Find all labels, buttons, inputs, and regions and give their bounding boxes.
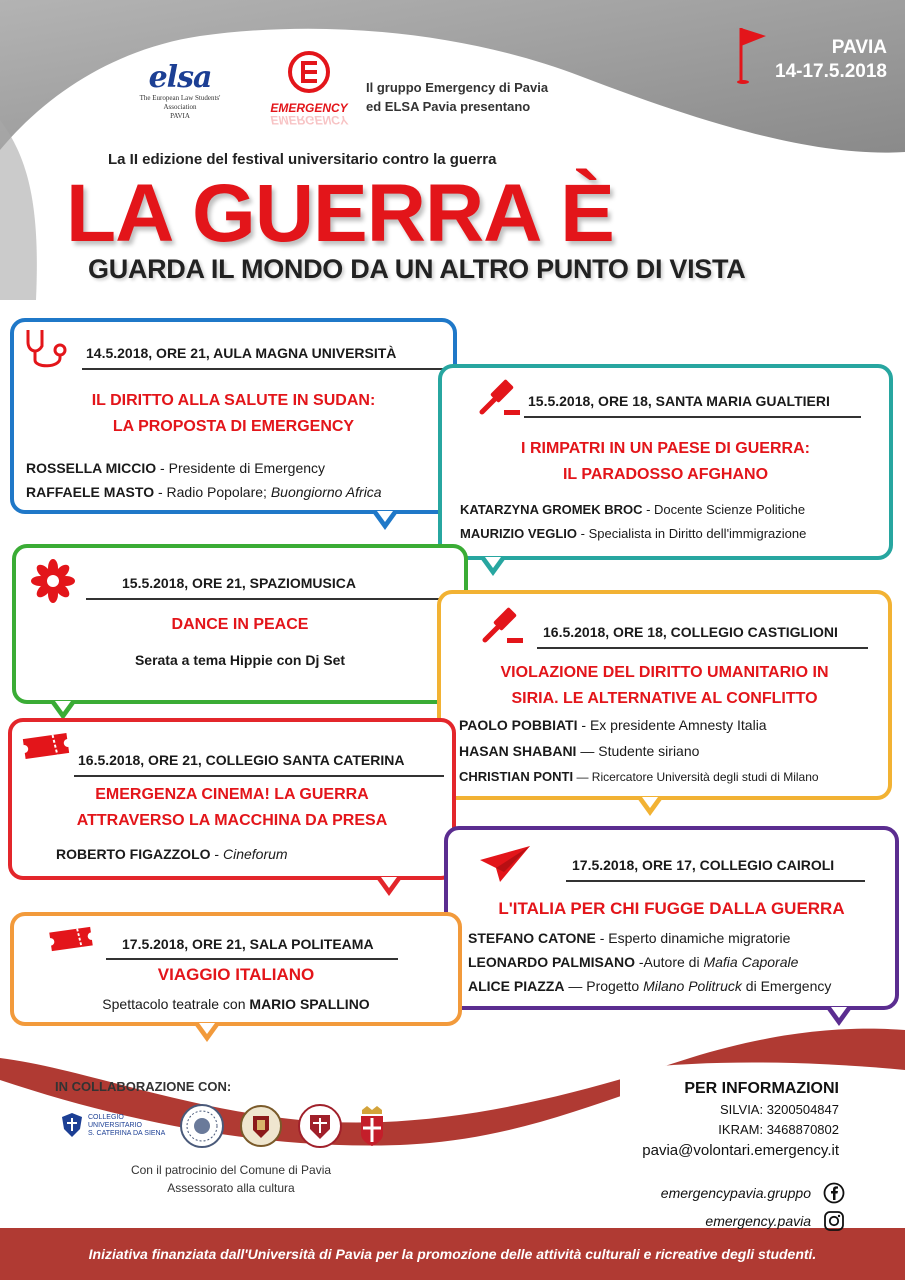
funding-note: Iniziativa finanziata dall'Università di Pavia per la promozione delle attività culturali e ricreative degli studenti. xyxy=(88,1246,817,1262)
event-card-3 xyxy=(12,544,468,704)
event-3-note: Serata a tema Hippie con Dj Set xyxy=(134,652,346,668)
emergency-wordmark-reflection: EMERGENCY xyxy=(270,113,348,127)
paper-plane-icon xyxy=(478,844,532,884)
event-5-speakers xyxy=(56,842,446,866)
city-name: PAVIA xyxy=(831,37,887,58)
speaker-row: CHRISTIAN PONTI — Ricercatore Università degli studi di Milano xyxy=(459,769,819,784)
speaker-row: LEONARDO PALMISANO -Autore di Mafia Caporale xyxy=(468,954,799,970)
info-block xyxy=(642,1078,839,1162)
speaker-row: MAURIZIO VEGLIO - Specialista in Diritto dell'immigrazione xyxy=(460,526,807,541)
event-7-meta: 17.5.2018, ORE 21, SALA POLITEAMA xyxy=(122,936,374,952)
elsa-city: PAVIA xyxy=(170,112,190,120)
event-card-1 xyxy=(10,318,457,514)
event-card-5 xyxy=(8,718,456,880)
event-3-title: DANCE IN PEACE xyxy=(171,616,309,633)
university-seal-icon xyxy=(179,1103,225,1149)
instagram-row[interactable] xyxy=(705,1210,845,1232)
festival-dates: 14-17.5.2018 xyxy=(775,61,887,82)
speaker-row: ALICE PIAZZA — Progetto Milano Politruck di Emergency xyxy=(468,978,832,994)
event-6-speakers xyxy=(468,926,889,998)
speaker-row: ROSSELLA MICCIO - Presidente di Emergency xyxy=(26,460,326,476)
instagram-handle[interactable]: emergency.pavia xyxy=(705,1213,811,1229)
event-4-speakers xyxy=(459,712,882,790)
ticket-icon xyxy=(46,924,96,954)
ticket-icon xyxy=(20,730,72,762)
gavel-icon xyxy=(478,378,522,418)
event-7-note: Spettacolo teatrale con MARIO SPALLINO xyxy=(102,996,370,1012)
event-3-meta: 15.5.2018, ORE 21, SPAZIOMUSICA xyxy=(122,575,356,591)
flower-icon xyxy=(30,558,76,604)
collaboration-heading: IN COLLABORAZIONE CON: xyxy=(55,1079,232,1094)
event-card-2 xyxy=(438,364,893,560)
elsa-wordmark: elsa xyxy=(148,60,212,95)
event-card-7 xyxy=(10,912,462,1026)
instagram-icon[interactable] xyxy=(823,1210,845,1232)
event-2-title: I RIMPATRI IN UN PAESE DI GUERRA: IL PARADOSSO AFGHANO xyxy=(521,440,810,483)
speaker-row: HASAN SHABANI — Studente siriano xyxy=(459,743,700,759)
event-1-title: IL DIRITTO ALLA SALUTE IN SUDAN: LA PROPOSTA DI EMERGENCY xyxy=(91,392,376,435)
emergency-logo xyxy=(266,50,352,127)
event-1-speakers xyxy=(26,456,447,504)
gavel-icon xyxy=(481,606,525,646)
facebook-icon[interactable] xyxy=(823,1182,845,1204)
speaker-row: STEFANO CATONE - Esperto dinamiche migratorie xyxy=(468,930,791,946)
email-link[interactable]: pavia@volontari.emergency.it xyxy=(642,1142,839,1159)
collegio-crest-icon xyxy=(60,1113,84,1139)
collegio-crest-red-icon xyxy=(297,1103,343,1149)
partner-logos xyxy=(60,1100,387,1152)
collegio-seal-icon xyxy=(239,1104,283,1148)
event-6-meta: 17.5.2018, ORE 17, COLLEGIO CAIROLI xyxy=(572,857,835,873)
subtitle: GUARDA IL MONDO DA UN ALTRO PUNTO DI VISTA xyxy=(88,254,746,284)
info-heading: PER INFORMAZIONI xyxy=(684,1080,839,1097)
event-2-meta: 15.5.2018, ORE 18, SANTA MARIA GUALTIERI xyxy=(528,393,830,409)
facebook-handle[interactable]: emergencypavia.gruppo xyxy=(660,1185,811,1201)
event-4-meta: 16.5.2018, ORE 18, COLLEGIO CASTIGLIONI xyxy=(543,624,838,640)
event-2-speakers xyxy=(460,498,883,546)
event-1-meta: 14.5.2018, ORE 21, AULA MAGNA UNIVERSITÀ xyxy=(86,345,397,361)
grey-wave-left xyxy=(0,120,37,300)
contact-ikram: IKRAM: 3468870802 xyxy=(718,1122,839,1137)
speaker-row: RAFFAELE MASTO - Radio Popolare; Buongiorno Africa xyxy=(26,484,382,500)
emergency-wordmark: EMERGENCY xyxy=(270,101,348,115)
golf-flag-icon xyxy=(736,24,770,86)
speaker-row: ROBERTO FIGAZZOLO - Cineforum xyxy=(56,846,288,862)
main-title: LA GUERRA È xyxy=(66,168,614,259)
contact-silvia: SILVIA: 3200504847 xyxy=(719,1102,839,1117)
event-7-title: VIAGGIO ITALIANO xyxy=(157,965,315,984)
elsa-logo xyxy=(130,62,230,121)
facebook-row[interactable] xyxy=(661,1182,845,1204)
speaker-row: PAOLO POBBIATI - Ex presidente Amnesty Italia xyxy=(459,717,767,733)
speaker-row: KATARZYNA GROMEK BROC - Docente Scienze Politiche xyxy=(460,502,806,517)
comune-pavia-crest-icon xyxy=(357,1104,387,1148)
presenters-text: Il gruppo Emergency di Pavia ed ELSA Pavia presentano xyxy=(366,80,549,114)
event-card-4 xyxy=(437,590,892,800)
patronage-text: Con il patrocinio del Comune di Pavia Assessorato alla cultura xyxy=(130,1163,332,1195)
stethoscope-icon xyxy=(20,326,76,370)
event-5-title: EMERGENZA CINEMA! LA GUERRA ATTRAVERSO LA MACCHINA DA PRESA xyxy=(76,786,388,829)
event-4-title: VIOLAZIONE DEL DIRITTO UMANITARIO IN SIRIA. LE ALTERNATIVE AL CONFLITTO xyxy=(500,664,829,707)
elsa-subtitle: The European Law Students' Association xyxy=(139,94,221,111)
edition-line: La II edizione del festival universitario contro la guerra xyxy=(108,151,497,168)
emergency-e-icon xyxy=(287,50,331,94)
event-6-title: L'ITALIA PER CHI FUGGE DALLA GUERRA xyxy=(498,899,845,918)
event-5-meta: 16.5.2018, ORE 21, COLLEGIO SANTA CATERINA xyxy=(78,752,405,768)
city-dates xyxy=(775,36,887,84)
collegio-santa-caterina-logo: COLLEGIO UNIVERSITARIO S. CATERINA DA SIENA xyxy=(60,1113,165,1139)
event-card-6 xyxy=(444,826,899,1010)
